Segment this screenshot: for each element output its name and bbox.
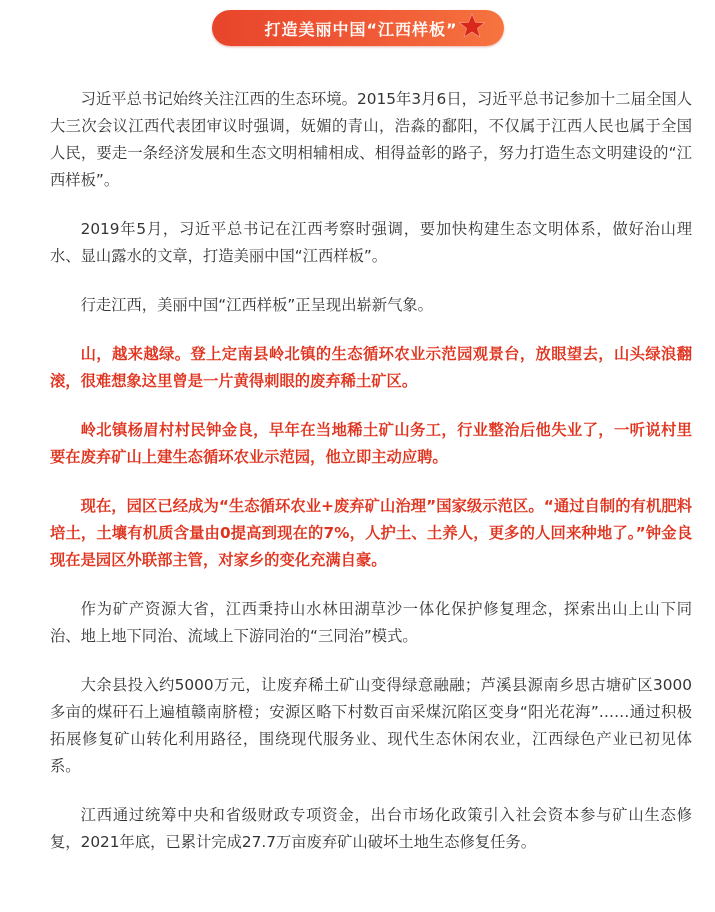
paragraph: 大余县投入约5000万元，让废弃稀土矿山变得绿意融融；芦溪县源南乡思古塘矿区3000多亩的煤矸石上遍植赣南脐橙；安源区略下村数百亩采煤沉陷区变身“阳光花海”……通过积极拓展修复矿山转化利用路径，围绕现代服务业、现代生态休闲农业，江西绿色产业已初见体系。 <box>50 676 692 775</box>
paragraph: 作为矿产资源大省，江西秉持山水林田湖草沙一体化保护修复理念，探索出山上山下同治、地上地下同治、流域上下游同治的“三同治”模式。 <box>50 600 692 645</box>
paragraph: 习近平总书记始终关注江西的生态环境。2015年3月6日，习近平总书记参加十二届全国人大三次会议江西代表团审议时强调，妩媚的青山，浩淼的鄱阳，不仅属于江西人民也属于全国人民，要走一条经济发展和生态文明相辅相成、相得益彰的路子，努力打造生态文明建设的“江西样板”。 <box>50 90 692 189</box>
paragraph: 2019年5月，习近平总书记在江西考察时强调，要加快构建生态文明体系，做好治山理水、显山露水的文章，打造美丽中国“江西样板”。 <box>50 220 692 265</box>
highlight-paragraph: 山，越来越绿。登上定南县岭北镇的生态循环农业示范园观景台，放眼望去，山头绿浪翻滚，很难想象这里曾是一片黄得刺眼的废弃稀土矿区。 <box>50 345 692 390</box>
paragraph: 江西通过统筹中央和省级财政专项资金，出台市场化政策引入社会资本参与矿山生态修复，2021年底，已累计完成27.7万亩废弃矿山破坏土地生态修复任务。 <box>50 806 692 851</box>
header-banner-area <box>0 8 715 48</box>
highlight-paragraph: 岭北镇杨眉村村民钟金良，早年在当地稀土矿山务工，行业整治后他失业了，一听说村里要在废弃矿山上建生态循环农业示范园，他立即主动应聘。 <box>50 421 692 466</box>
star-icon <box>452 12 492 40</box>
article-body <box>50 86 692 878</box>
highlight-paragraph: 现在，园区已经成为“生态循环农业+废弃矿山治理”国家级示范区。“通过自制的有机肥料培土，土壤有机质含量由0提高到现在的7%，人护土、土养人，更多的人回来种地了。”钟金良现在是园区外联部主管，对家乡的变化充满自豪。 <box>50 497 692 569</box>
paragraph: 行走江西，美丽中国“江西样板”正呈现出崭新气象。 <box>80 296 433 314</box>
page-title: 打造美丽中国“江西样板” <box>264 19 458 39</box>
